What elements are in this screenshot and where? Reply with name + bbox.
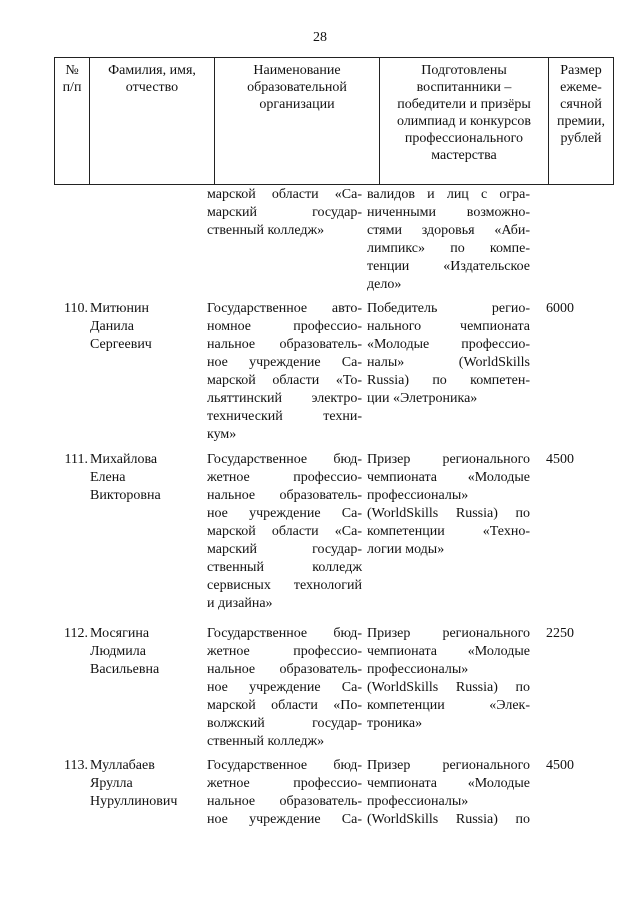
row-award: Победитель регио- нального чемпионата «Молодые профессио- налы» (WorldSkills Russia) по компетен- ции «Элетроника» (367, 301, 530, 406)
row-organization: Государственное бюд- жетное профессио- нальное образователь- ное учреждение Са- (207, 758, 362, 827)
table-header (54, 57, 614, 185)
row-award: Призер регионального чемпионата «Молодые профессионалы» (WorldSkills Russia) по (367, 758, 530, 827)
continuation-org: марской области «Са- марский государ- ственный колледж» (207, 187, 362, 238)
row-amount: 6000 (546, 301, 574, 316)
row-number: 110. (64, 301, 88, 316)
page-number: 28 (313, 30, 327, 45)
row-number: 111. (64, 452, 88, 467)
row-award: Призер регионального чемпионата «Молодые профессионалы» (WorldSkills Russia) по компетенции «Техно- логии моды» (367, 452, 530, 557)
header-col-organization: Наименование образовательной организации (215, 58, 380, 185)
row-name: Михайлова Елена Викторовна (90, 452, 161, 503)
header-col-award: Подготовлены воспитанники – победители и призёры олимпиад и конкурсов профессионального мастерства (380, 58, 549, 185)
header-col-number: № п/п (55, 58, 90, 185)
continuation-award: валидов и лиц с огра- ниченными возможно- стями здоровья «Аби- лимпикс» по компе- тенции «Издательское дело» (367, 187, 530, 292)
row-name: Мосягина Людмила Васильевна (90, 626, 160, 677)
row-organization: Государственное бюд- жетное профессио- нальное образователь- ное учреждение Са- марской области «Са- марский государ- ственный колледж сервисных технологий и дизайна» (207, 452, 362, 611)
row-name: Митюнин Данила Сергеевич (90, 301, 152, 352)
row-amount: 4500 (546, 452, 574, 467)
header-col-amount: Размер ежеме- сячной премии, рублей (549, 58, 614, 185)
header-col-name: Фамилия, имя, отчество (90, 58, 215, 185)
row-organization: Государственное бюд- жетное профессио- нальное образователь- ное учреждение Са- марской области «По- волжский государ- ственный колледж» (207, 626, 362, 749)
row-amount: 2250 (546, 626, 574, 641)
row-name: Муллабаев Ярулла Нуруллинович (90, 758, 178, 809)
row-organization: Государственное авто- номное профессио- нальное образователь- ное учреждение Са- марской области «То- льяттинский электро- технический техни- кум» (207, 301, 362, 442)
row-amount: 4500 (546, 758, 574, 773)
row-number: 113. (64, 758, 88, 773)
row-number: 112. (64, 626, 88, 641)
row-award: Призер регионального чемпионата «Молодые профессионалы» (WorldSkills Russia) по компетенции «Элек- троника» (367, 626, 530, 731)
